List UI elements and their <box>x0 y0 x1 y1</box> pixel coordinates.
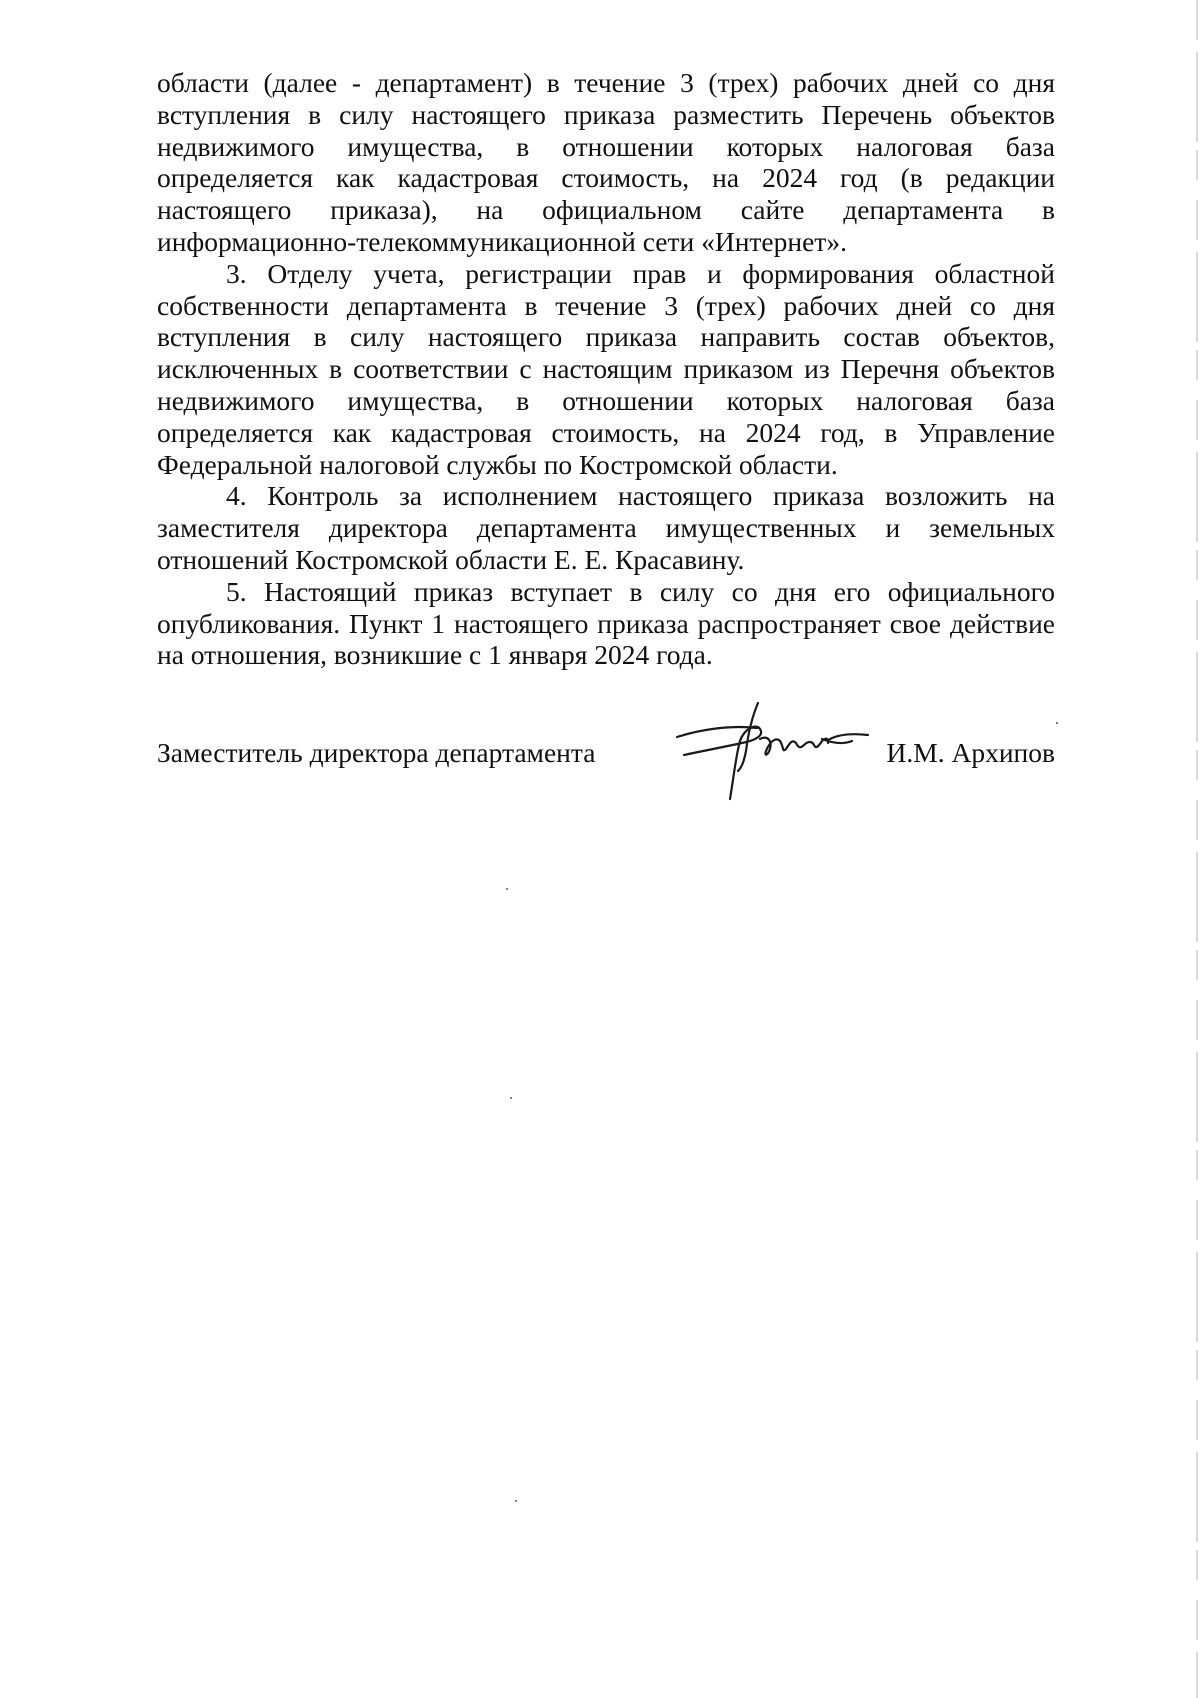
signer-title: Заместитель директора департамента <box>157 737 596 768</box>
scan-edge-line <box>1196 0 1198 1698</box>
paragraph-item-3: 3. Отделу учета, регистрации прав и формирования областной собственности департамента в течение 3 (трех) рабочих дней со дня вступления в силу настоящего приказа направить состав объектов, исключенных в соответствии с настоящим приказом из Перечня объектов недвижимого имущества, в отношении которых налоговая база определяется как кадастровая стоимость, на 2024 год, в Управление Федеральной налоговой службы по Костромской области. <box>157 257 1055 480</box>
paragraph-item-4: 4. Контроль за исполнением настоящего приказа возложить на заместителя директора департамента имущественных и земельных отношений Костромской области Е. Е. Красавину. <box>157 480 1055 575</box>
handwritten-signature <box>672 695 882 805</box>
scan-speck <box>515 1500 517 1502</box>
scan-speck <box>506 888 508 890</box>
paragraph-continuation: области (далее - департамент) в течение 3 (трех) рабочих дней со дня вступления в силу настоящего приказа разместить Перечень объектов недвижимого имущества, в отношении которых налоговая база определяется как кадастровая стоимость, на 2024 год (в редакции настоящего приказа), на официальном сайте департамента в информационно-телекоммуникационной сети «Интернет». <box>157 67 1055 257</box>
scan-speck <box>1056 722 1058 724</box>
signer-name: И.М. Архипов <box>886 737 1055 768</box>
paragraph-item-5: 5. Настоящий приказ вступает в силу со дня его официального опубликования. Пункт 1 настоящего приказа распространяет свое действие на отношения, возникшие с 1 января 2024 года. <box>157 575 1055 671</box>
document-body <box>157 67 1055 671</box>
scan-speck <box>510 1097 512 1099</box>
signature-block <box>157 735 1055 795</box>
